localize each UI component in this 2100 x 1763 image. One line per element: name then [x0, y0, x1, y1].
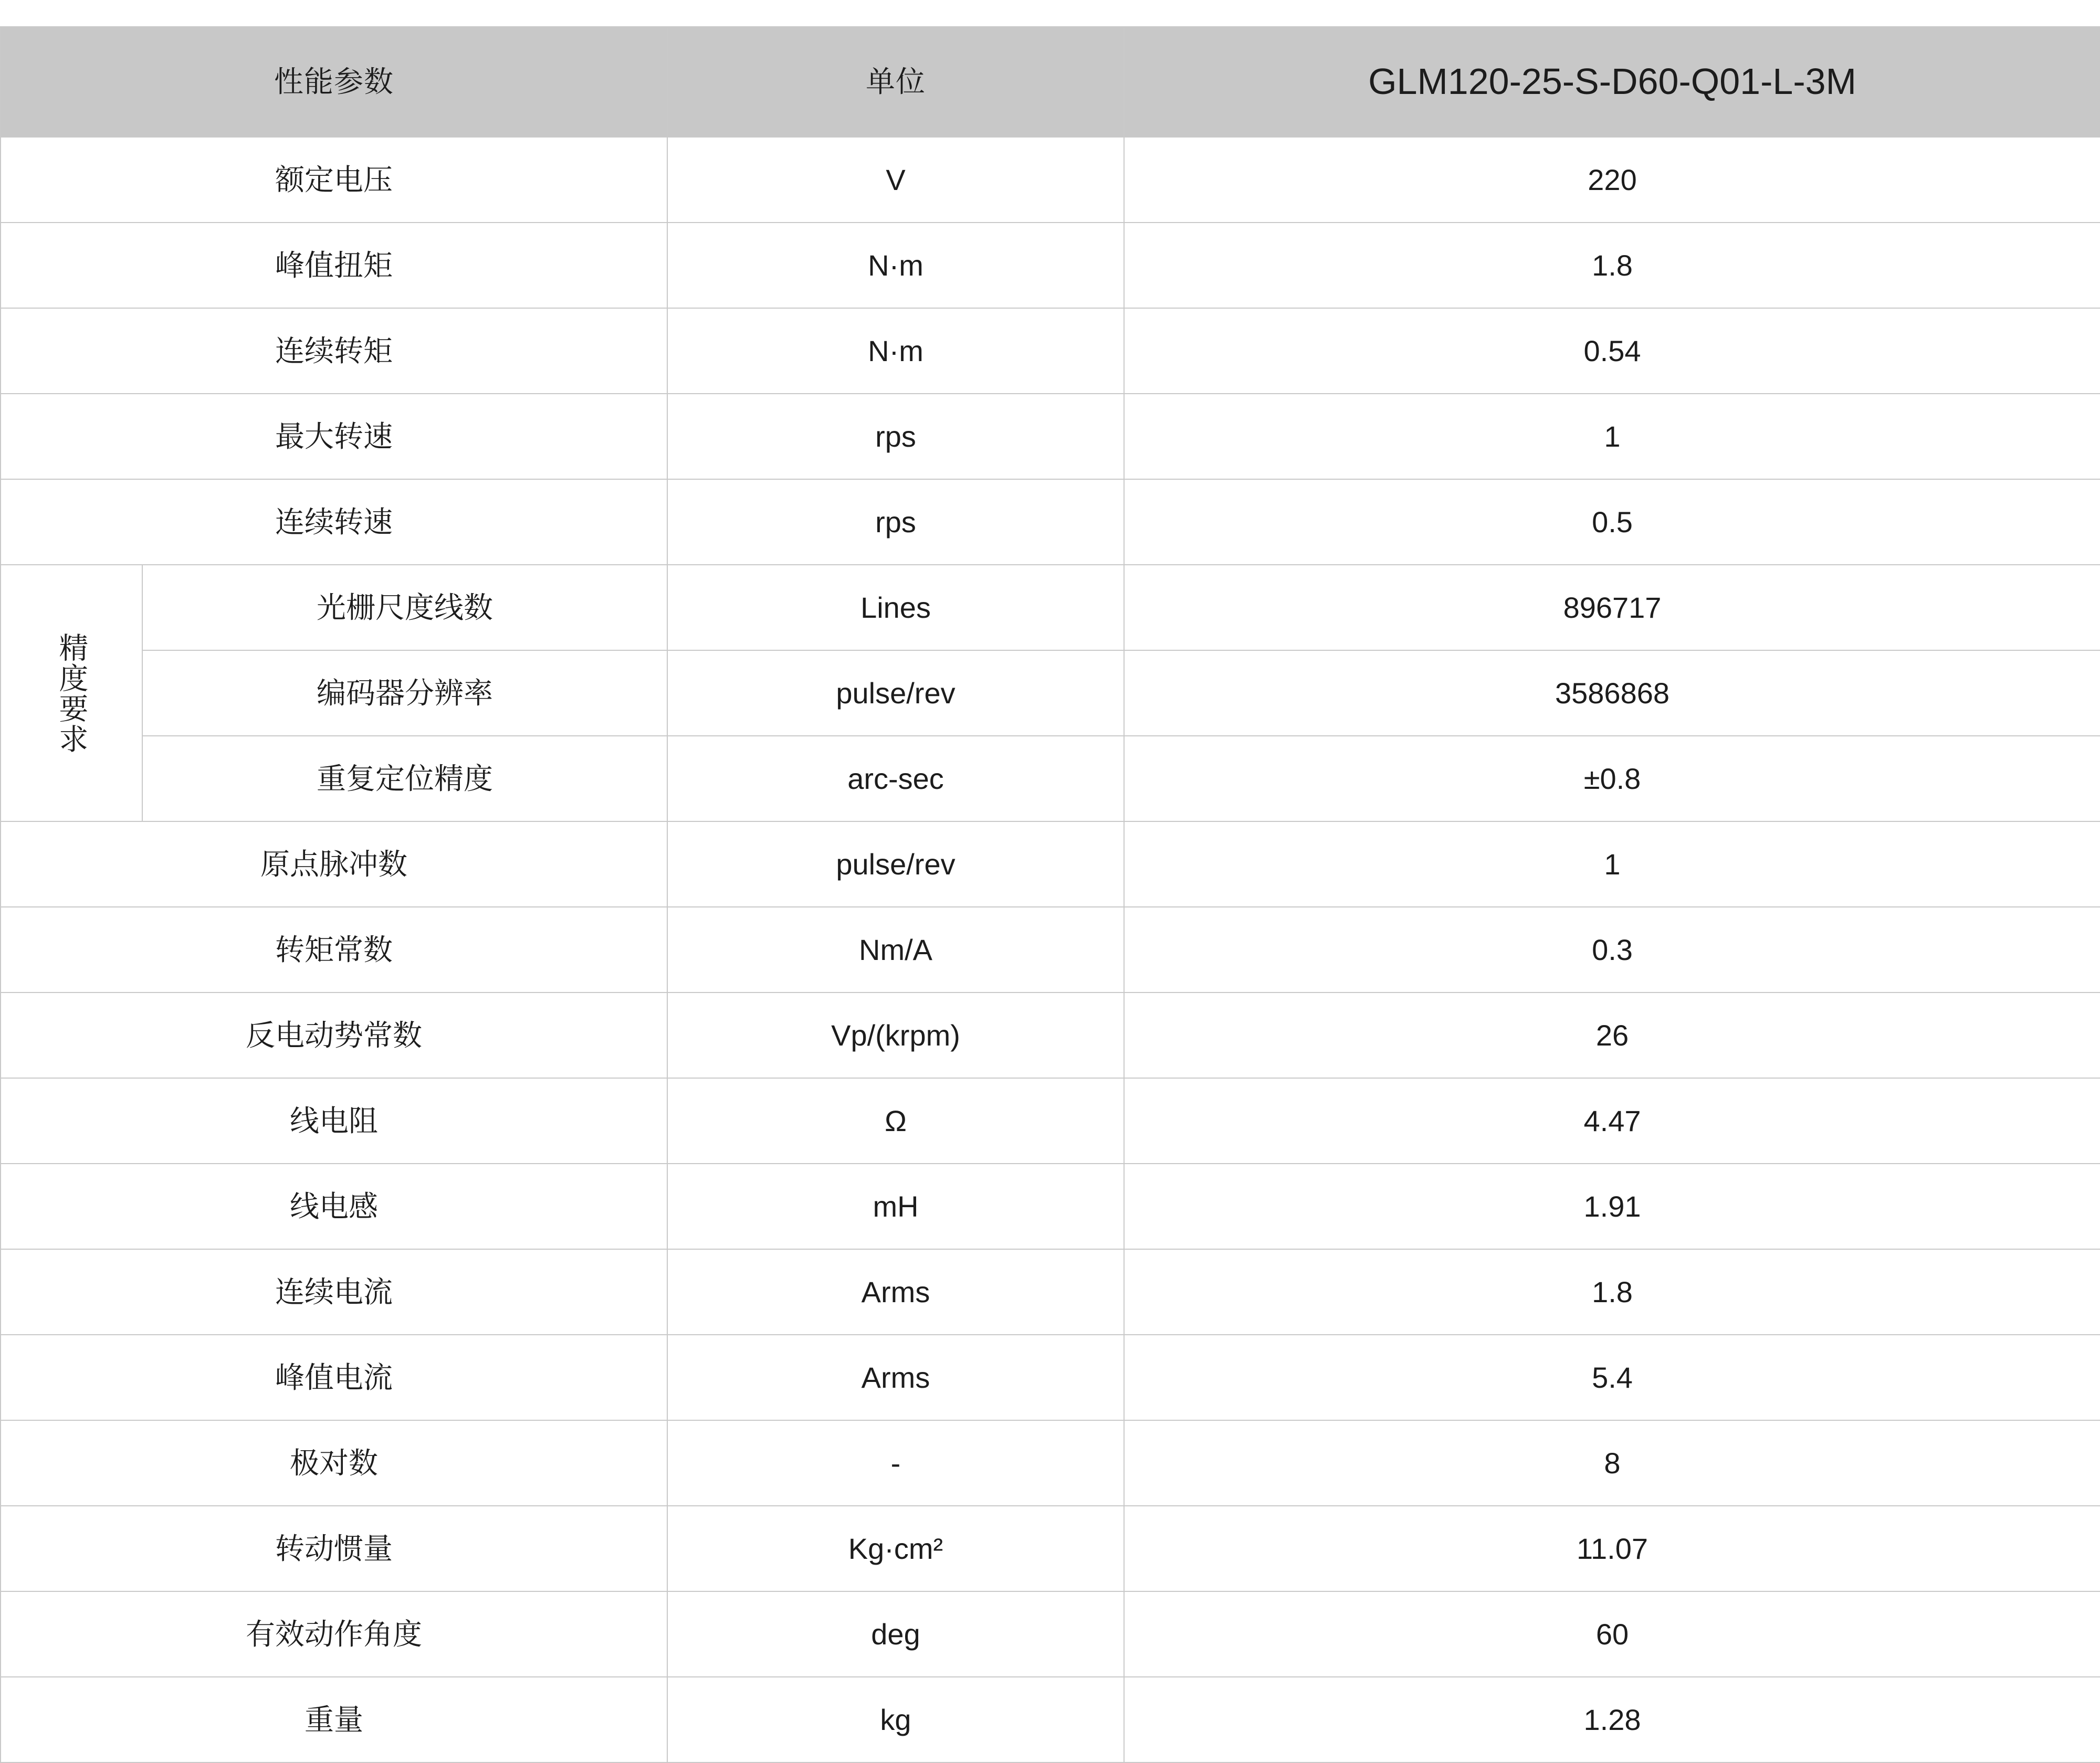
cell-value: 11.07 — [1124, 1506, 2100, 1591]
table-row — [1, 394, 2100, 479]
group-label-accuracy — [1, 565, 142, 821]
cell-unit: pulse/rev — [667, 650, 1124, 736]
cell-parameter: 连续电流 — [1, 1249, 667, 1335]
cell-parameter: 光栅尺度线数 — [142, 565, 667, 650]
table-row — [1, 821, 2100, 907]
table-row — [1, 137, 2100, 223]
cell-unit: Vp/(krpm) — [667, 993, 1124, 1078]
cell-value: 8 — [1124, 1420, 2100, 1506]
table-row — [1, 1078, 2100, 1164]
cell-parameter: 连续转速 — [1, 479, 667, 565]
table-row — [1, 1335, 2100, 1420]
cell-value: 220 — [1124, 137, 2100, 223]
cell-value: 4.47 — [1124, 1078, 2100, 1164]
table-row — [1, 907, 2100, 993]
cell-parameter: 线电感 — [1, 1164, 667, 1249]
cell-unit: N·m — [667, 308, 1124, 394]
cell-unit: rps — [667, 394, 1124, 479]
cell-unit: pulse/rev — [667, 821, 1124, 907]
table-row — [1, 650, 2100, 736]
group-label-text: 精度要求 — [55, 632, 89, 754]
cell-parameter: 转矩常数 — [1, 907, 667, 993]
cell-parameter: 重量 — [1, 1677, 667, 1762]
cell-parameter: 原点脉冲数 — [1, 821, 667, 907]
table-row — [1, 1591, 2100, 1677]
cell-unit: N·m — [667, 223, 1124, 308]
table-row — [1, 1677, 2100, 1762]
column-header-model: GLM120-25-S-D60-Q01-L-3M — [1124, 27, 2100, 137]
cell-value: 1.28 — [1124, 1677, 2100, 1762]
cell-parameter: 编码器分辨率 — [142, 650, 667, 736]
cell-value: 1.91 — [1124, 1164, 2100, 1249]
cell-unit: Lines — [667, 565, 1124, 650]
table-row — [1, 1249, 2100, 1335]
cell-unit: mH — [667, 1164, 1124, 1249]
table-row — [1, 736, 2100, 821]
table-row — [1, 565, 2100, 650]
cell-parameter: 连续转矩 — [1, 308, 667, 394]
cell-parameter: 线电阻 — [1, 1078, 667, 1164]
cell-value: 1.8 — [1124, 223, 2100, 308]
cell-parameter: 转动惯量 — [1, 1506, 667, 1591]
cell-unit: Ω — [667, 1078, 1124, 1164]
cell-value: 1 — [1124, 394, 2100, 479]
cell-parameter: 额定电压 — [1, 137, 667, 223]
cell-unit: - — [667, 1420, 1124, 1506]
cell-value: ±0.8 — [1124, 736, 2100, 821]
cell-unit: rps — [667, 479, 1124, 565]
cell-parameter: 有效动作角度 — [1, 1591, 667, 1677]
cell-value: 5.4 — [1124, 1335, 2100, 1420]
cell-value: 26 — [1124, 993, 2100, 1078]
specification-table — [0, 26, 2100, 1763]
cell-parameter: 峰值扭矩 — [1, 223, 667, 308]
cell-value: 3586868 — [1124, 650, 2100, 736]
cell-unit: kg — [667, 1677, 1124, 1762]
cell-value: 0.3 — [1124, 907, 2100, 993]
table-row — [1, 308, 2100, 394]
cell-value: 1.8 — [1124, 1249, 2100, 1335]
cell-unit: arc-sec — [667, 736, 1124, 821]
table-row — [1, 1420, 2100, 1506]
table-header — [1, 27, 2100, 137]
cell-parameter: 重复定位精度 — [142, 736, 667, 821]
cell-unit: Nm/A — [667, 907, 1124, 993]
column-header-unit: 单位 — [667, 27, 1124, 137]
cell-value: 1 — [1124, 821, 2100, 907]
table-header-row — [1, 27, 2100, 137]
cell-parameter: 极对数 — [1, 1420, 667, 1506]
table-row — [1, 993, 2100, 1078]
cell-unit: Arms — [667, 1335, 1124, 1420]
cell-value: 60 — [1124, 1591, 2100, 1677]
cell-parameter: 反电动势常数 — [1, 993, 667, 1078]
cell-unit: Arms — [667, 1249, 1124, 1335]
table-row — [1, 1164, 2100, 1249]
column-header-parameter: 性能参数 — [1, 27, 667, 137]
cell-unit: deg — [667, 1591, 1124, 1677]
table-row — [1, 1506, 2100, 1591]
cell-value: 0.54 — [1124, 308, 2100, 394]
table-row — [1, 479, 2100, 565]
table-body — [1, 137, 2100, 1762]
table-row — [1, 223, 2100, 308]
cell-value: 0.5 — [1124, 479, 2100, 565]
cell-parameter: 峰值电流 — [1, 1335, 667, 1420]
cell-parameter: 最大转速 — [1, 394, 667, 479]
cell-value: 896717 — [1124, 565, 2100, 650]
cell-unit: Kg·cm² — [667, 1506, 1124, 1591]
cell-unit: V — [667, 137, 1124, 223]
